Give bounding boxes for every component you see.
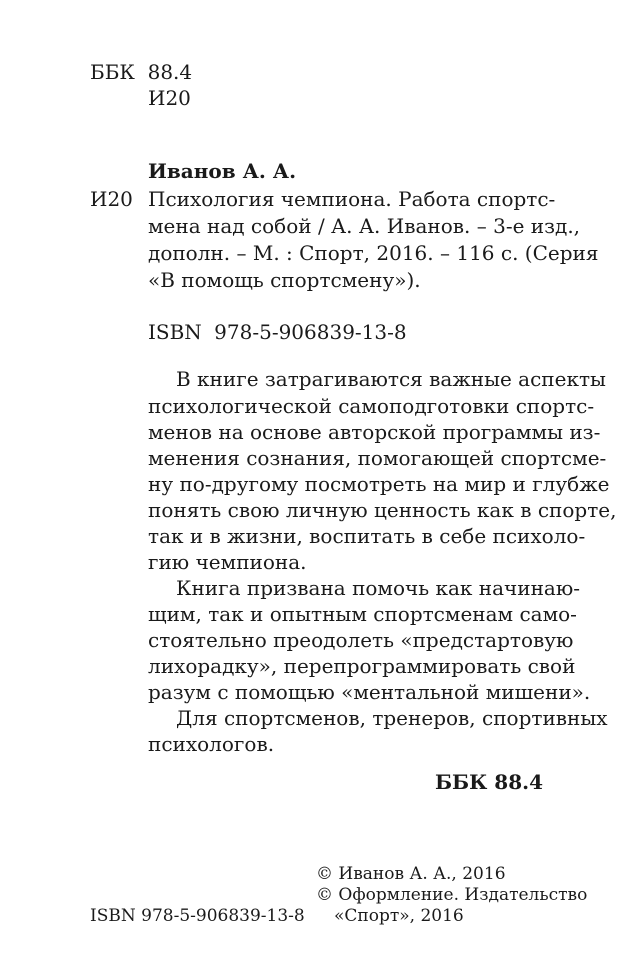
copyright-line-1: © Иванов А. А., 2016 — [316, 864, 506, 884]
annotation-p1-line-4: менения сознания, помогающей спортсме- — [148, 446, 607, 470]
annotation-p3-line-1: Для спортсменов, тренеров, спортивных — [176, 706, 608, 730]
catalog-mark: И20 — [90, 187, 133, 211]
bbk-code: 88.4 — [147, 60, 193, 84]
annotation-p2-line-4: лихорадку», перепрограммировать свой — [148, 654, 576, 678]
annotation-p1-line-1: В книге затрагиваются важные аспекты — [176, 367, 606, 391]
isbn-footer: ISBN 978-5-906839-13-8 — [90, 906, 305, 926]
annotation-p2-line-3: стоятельно преодолеть «предстартовую — [148, 628, 574, 652]
catalog-line-2: мена над собой / А. А. Иванов. – 3-е изд., — [148, 214, 581, 238]
annotation-p3-line-2: психологов. — [148, 732, 275, 756]
catalog-line-1: Психология чемпиона. Работа спортс- — [148, 187, 556, 211]
annotation-p1-line-2: психологической самоподготовки спортс- — [148, 394, 595, 418]
annotation-p2-line-1: Книга призвана помочь как начинаю- — [176, 576, 581, 600]
author-mark: И20 — [148, 86, 191, 110]
isbn-main: ISBN 978-5-906839-13-8 — [148, 320, 407, 344]
author-heading: Иванов А. А. — [148, 159, 297, 183]
copyright-line-3: «Спорт», 2016 — [334, 906, 464, 926]
annotation-p1-line-3: менов на основе авторской программы из- — [148, 420, 601, 444]
annotation-p1-line-8: гию чемпиона. — [148, 550, 307, 574]
bbk-label: ББК 88.4 — [90, 60, 193, 84]
copyright-line-2: © Оформление. Издательство — [316, 885, 588, 905]
bbk-footer: ББК 88.4 — [434, 770, 543, 794]
catalog-line-4: «В помощь спортсмену»). — [148, 268, 421, 292]
annotation-p1-line-7: так и в жизни, воспитать в себе психоло- — [148, 524, 586, 548]
annotation-p1-line-5: ну по-другому посмотреть на мир и глубже — [148, 472, 610, 496]
annotation-p2-line-2: щим, так и опытным спортсменам само- — [148, 602, 577, 626]
annotation-p1-line-6: понять свою личную ценность как в спорте, — [148, 498, 617, 522]
catalog-line-3: дополн. – М. : Спорт, 2016. – 116 с. (Серия — [148, 241, 599, 265]
annotation-p2-line-5: разум с помощью «ментальной мишени». — [148, 680, 591, 704]
